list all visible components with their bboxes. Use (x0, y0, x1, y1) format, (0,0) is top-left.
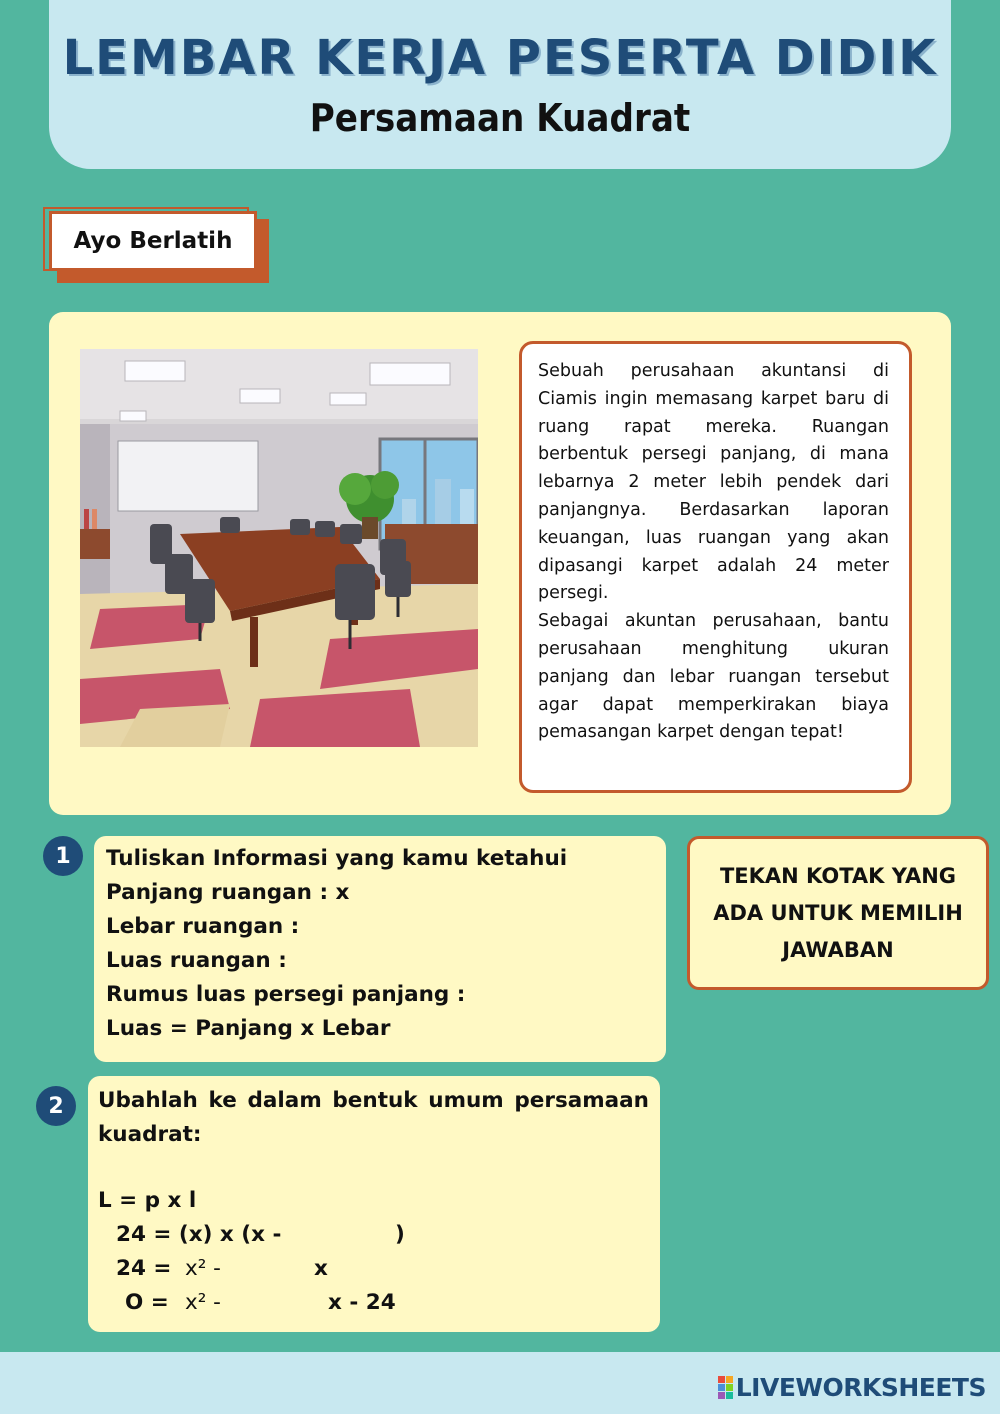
question-1-line-formula: Luas = Panjang x Lebar (106, 1016, 391, 1041)
equation-2-right: ) (395, 1222, 405, 1247)
liveworksheets-wordmark: LIVEWORKSHEETS (735, 1373, 986, 1402)
question-1-line-width: Lebar ruangan : (106, 914, 300, 939)
header-banner (49, 0, 951, 169)
question-1-line-length: Panjang ruangan : x (106, 880, 350, 905)
page-subtitle: Persamaan Kuadrat (309, 96, 691, 140)
story-text-box (519, 341, 912, 793)
question-1-line-formula-label: Rumus luas persegi panjang : (106, 982, 466, 1007)
story-paragraph-1: Sebuah perusahaan akuntansi di Ciamis ingin memasang karpet baru di ruang rapat mereka. Ruangan berbentuk persegi panjang, di mana lebarnya 2 meter lebih pendek dari panjangnya. Berdasarkan laporan keuangan, luas ruangan yang akan dipasangi karpet adalah 24 meter persegi. (538, 361, 889, 604)
meeting-room-image (80, 349, 478, 747)
question-1-title: Tuliskan Informasi yang kamu ketahui (106, 846, 568, 871)
section-tag-label: Ayo Berlatih (49, 211, 257, 271)
equation-4-right: x - 24 (328, 1290, 396, 1315)
instruction-box: TEKAN KOTAK YANG ADA UNTUK MEMILIH JAWABAN (687, 836, 989, 990)
liveworksheets-logo-icon (718, 1376, 733, 1399)
question-2-box (88, 1076, 660, 1332)
section-tag (43, 207, 269, 283)
equation-4-left: O = (125, 1290, 169, 1315)
equation-3-right: x (314, 1256, 328, 1281)
question-1-line-area: Luas ruangan : (106, 948, 287, 973)
equation-2-left: 24 = (x) x (x - (116, 1222, 282, 1247)
question-1-box (94, 836, 666, 1062)
page-title: LEMBAR KERJA PESERTA DIDIK (62, 30, 938, 86)
story-paragraph-2: Sebagai akuntan perusahaan, bantu perusahaan menghitung ukuran panjang dan lebar ruangan tersebut agar dapat memperkirakan biaya pemasangan karpet dengan tepat! (538, 611, 889, 743)
liveworksheets-brand[interactable] (718, 1373, 986, 1402)
question-1-number-badge: 1 (43, 836, 83, 876)
equation-3-left: 24 = (116, 1256, 172, 1281)
equation-4-x-squared: x² - (185, 1290, 221, 1315)
question-2-prompt: Ubahlah ke dalam bentuk umum persamaan kuadrat: (98, 1088, 649, 1147)
question-2-number-badge: 2 (36, 1086, 76, 1126)
story-panel (49, 312, 951, 815)
footer-bar (0, 1352, 1000, 1414)
equation-3-x-squared: x² - (185, 1256, 221, 1281)
equation-1: L = p x l (98, 1188, 197, 1213)
